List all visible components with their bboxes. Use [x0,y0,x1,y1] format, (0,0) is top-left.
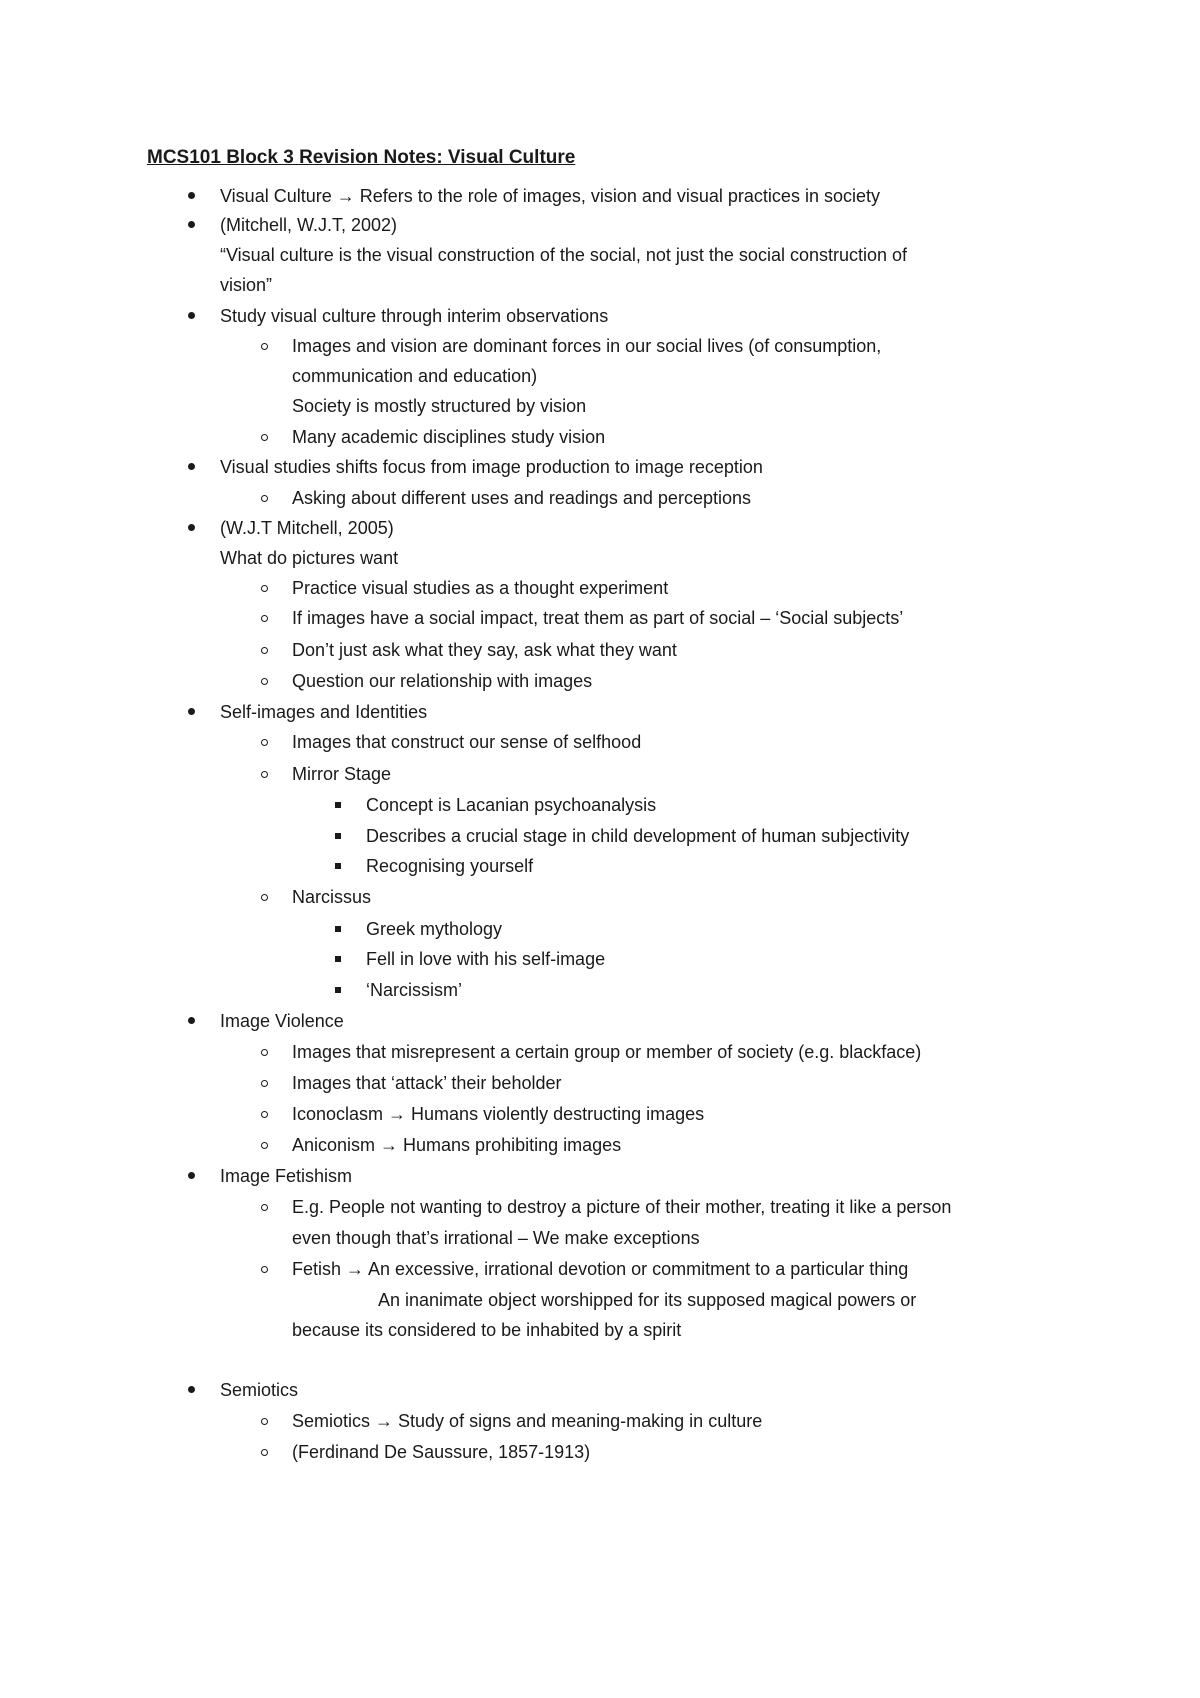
list-item: Many academic disciplines study vision [292,427,606,447]
list-item: Recognising yourself [366,856,534,876]
list-item: Images and vision are dominant forces in our social lives (of consumption, [292,336,882,356]
bullet-dot-icon [188,1017,195,1024]
bullet-dot-icon [188,1386,195,1393]
bullet-circle-icon [261,495,268,502]
list-item: Aniconism → Humans prohibiting images [292,1135,622,1155]
bullet-circle-icon [261,1266,268,1273]
list-item: An inanimate object worshipped for its supposed magical powers or [378,1290,917,1310]
list-item: Semiotics → Study of signs and meaning-making in culture [292,1411,763,1431]
list-item: Visual Culture → Refers to the role of images, vision and visual practices in society [220,186,880,206]
bullet-circle-icon [261,343,268,350]
list-item: Mirror Stage [292,764,392,784]
list-item: (Ferdinand De Saussure, 1857-1913) [292,1442,591,1462]
bullet-dot-icon [188,463,195,470]
list-item: Society is mostly structured by vision [292,396,587,416]
bullet-circle-icon [261,585,268,592]
page-title: MCS101 Block 3 Revision Notes: Visual Culture [147,147,576,168]
bullet-circle-icon [261,678,268,685]
bullet-dot-icon [188,524,195,531]
bullet-circle-icon [261,894,268,901]
bullet-square-icon [335,956,341,962]
bullet-circle-icon [261,615,268,622]
bullet-circle-icon [261,1111,268,1118]
list-item: Images that ‘attack’ their beholder [292,1073,562,1093]
list-item: If images have a social impact, treat them as part of social – ‘Social subjects’ [292,608,904,628]
list-item: (Mitchell, W.J.T, 2002) [220,215,398,235]
list-item: Describes a crucial stage in child development of human subjectivity [366,826,910,846]
list-item: E.g. People not wanting to destroy a picture of their mother, treating it like a person [292,1197,952,1217]
list-item: Asking about different uses and readings and perceptions [292,488,751,508]
bullet-dot-icon [188,312,195,319]
list-item: ‘Narcissism’ [366,980,462,1000]
bullet-square-icon [335,833,341,839]
bullet-circle-icon [261,1204,268,1211]
list-item: Image Violence [220,1011,344,1031]
bullet-circle-icon [261,1080,268,1087]
list-item: Concept is Lacanian psychoanalysis [366,795,657,815]
bullet-dot-icon [188,708,195,715]
list-item: Self-images and Identities [220,702,428,722]
list-item: Practice visual studies as a thought experiment [292,578,669,598]
list-item: Image Fetishism [220,1166,353,1186]
bullet-circle-icon [261,771,268,778]
list-item: Fetish → An excessive, irrational devotion or commitment to a particular thing [292,1259,909,1279]
list-item: Images that misrepresent a certain group or member of society (e.g. blackface) [292,1042,922,1062]
list-item: (W.J.T Mitchell, 2005) [220,518,394,538]
list-item: vision” [220,275,273,295]
list-item: Iconoclasm → Humans violently destructing images [292,1104,705,1124]
bullet-circle-icon [261,1049,268,1056]
bullet-circle-icon [261,1142,268,1149]
list-item: Study visual culture through interim observations [220,306,609,326]
bullet-square-icon [335,863,341,869]
bullet-square-icon [335,926,341,932]
list-item: even though that’s irrational – We make exceptions [292,1228,700,1248]
list-item: Semiotics [220,1380,299,1400]
list-item: communication and education) [292,366,538,386]
list-item: Fell in love with his self-image [366,949,606,969]
bullet-circle-icon [261,739,268,746]
list-item: Greek mythology [366,919,503,939]
bullet-circle-icon [261,434,268,441]
bullet-circle-icon [261,647,268,654]
list-item: Visual studies shifts focus from image production to image reception [220,457,763,477]
list-item: “Visual culture is the visual construction of the social, not just the social construction of [220,245,908,265]
list-item: What do pictures want [220,548,399,568]
bullet-square-icon [335,987,341,993]
list-item: Images that construct our sense of selfhood [292,732,642,752]
bullet-square-icon [335,802,341,808]
bullet-circle-icon [261,1449,268,1456]
bullet-dot-icon [188,192,195,199]
list-item: because its considered to be inhabited by a spirit [292,1320,682,1340]
bullet-dot-icon [188,1172,195,1179]
list-item: Narcissus [292,887,372,907]
list-item: Don’t just ask what they say, ask what they want [292,640,677,660]
list-item: Question our relationship with images [292,671,593,691]
bullet-dot-icon [188,221,195,228]
bullet-circle-icon [261,1418,268,1425]
